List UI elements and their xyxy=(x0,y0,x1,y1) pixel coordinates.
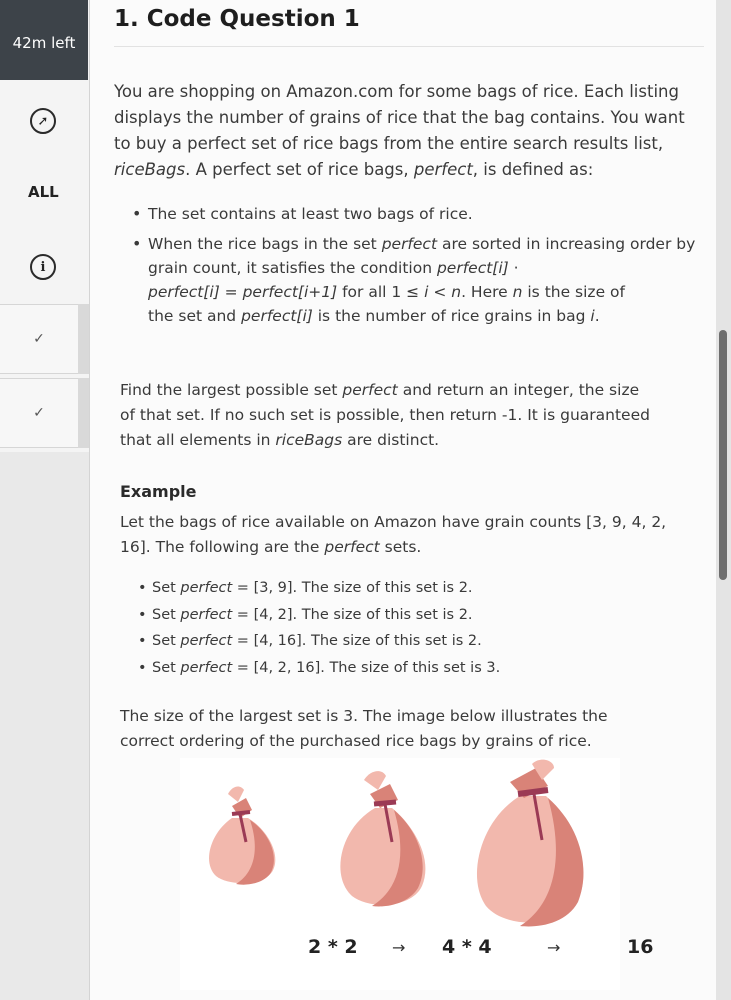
definition-list xyxy=(132,202,695,328)
check-icon: ✓ xyxy=(33,331,45,347)
list-item: • Set perfect = [4, 2, 16]. The size of this set is 3. xyxy=(138,655,500,682)
rice-bag-large xyxy=(477,760,583,927)
time-remaining: 42m left xyxy=(0,0,88,80)
bag-label-1: 2 * 2 xyxy=(308,936,358,958)
list-item: • The set contains at least two bags of rice. xyxy=(132,202,695,226)
scrollbar-thumb[interactable] xyxy=(719,330,727,580)
task-description: Find the largest possible set perfect and return an integer, the size of that set. If no such set is possible, then return -1. It is guaranteed that all elements in riceBags are distinct. xyxy=(120,381,650,449)
bag-label-3: 16 xyxy=(627,936,654,958)
divider xyxy=(114,46,704,47)
info-icon[interactable]: i xyxy=(30,254,56,280)
list-item: • Set perfect = [3, 9]. The size of this set is 2. xyxy=(138,575,500,602)
nav-item-indicator xyxy=(78,378,89,448)
arrow-icon: → xyxy=(547,938,561,957)
compass-icon[interactable]: ➚ xyxy=(30,108,56,134)
list-item: • Set perfect = [4, 16]. The size of this set is 2. xyxy=(138,628,500,655)
sidebar xyxy=(0,0,90,1000)
question-panel xyxy=(90,0,716,1000)
rice-bag-small xyxy=(209,787,275,885)
example-intro: Let the bags of rice available on Amazon have grain counts [3, 9, 4, 2, 16]. The following are the perfect sets. xyxy=(120,513,667,556)
rice-bag-medium xyxy=(340,771,425,906)
list-item: • When the rice bags in the set perfect are sorted in increasing order by grain count, it satisfies the condition perfect[i] · perfect[i] = perfect[i+1] for all 1 ≤ i < n. Here n is the size of the set and perfect[i] is the number of rice grains in bag i. xyxy=(132,232,695,328)
example-conclusion: The size of the largest set is 3. The image below illustrates the correct ordering of the purchased rice bags by grains of rice. xyxy=(120,707,608,750)
rice-bags-illustration xyxy=(180,758,654,990)
list-item: • Set perfect = [4, 2]. The size of this set is 2. xyxy=(138,602,500,629)
question-2-nav-item[interactable] xyxy=(0,378,78,448)
bag-label-2: 4 * 4 xyxy=(442,936,492,958)
question-1-nav-item[interactable] xyxy=(0,304,78,374)
all-questions-link[interactable]: ALL xyxy=(28,183,59,201)
example-sets-list xyxy=(138,575,500,681)
check-icon: ✓ xyxy=(33,405,45,421)
sidebar-empty-area xyxy=(0,452,89,1000)
question-title: 1. Code Question 1 xyxy=(114,6,360,32)
arrow-icon: → xyxy=(392,938,406,957)
nav-item-indicator xyxy=(78,304,89,374)
problem-intro: You are shopping on Amazon.com for some bags of rice. Each listing displays the number of grains of rice that the bag contains. You want to buy a perfect set of rice bags from the entire search results list, riceBags. A perfect set of rice bags, perfect, is defined as: xyxy=(114,82,685,179)
example-heading: Example xyxy=(120,482,197,501)
